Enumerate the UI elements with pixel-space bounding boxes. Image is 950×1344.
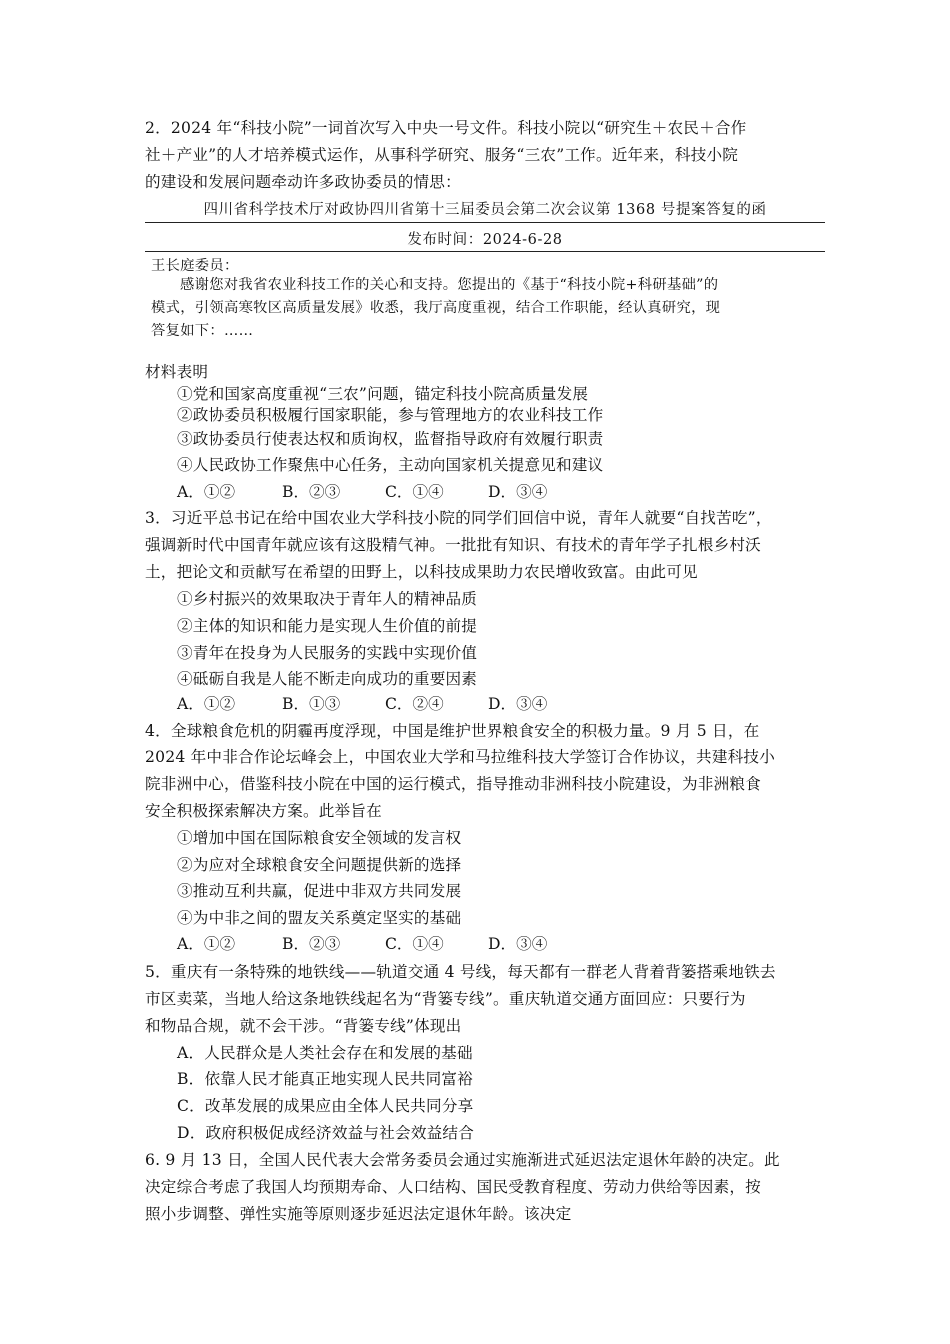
- letter-salutation: 王长庭委员：: [151, 258, 239, 274]
- q5-stem-line-1: 5．重庆有一条特殊的地铁线——轨道交通 4 号线，每天都有一群老人背着背篓搭乘地铁去: [145, 963, 776, 981]
- q5-stem-line-2: 市区卖菜，当地人给这条地铁线起名为“背篓专线”。重庆轨道交通方面回应：只要行为: [145, 990, 746, 1008]
- q5-option-d: D．政府积极促成经济效益与社会效益结合: [177, 1124, 474, 1142]
- divider-bottom: [145, 251, 825, 252]
- q2-item-4: ④人民政协工作聚焦中心任务，主动向国家机关提意见和建议: [177, 456, 604, 474]
- q2-lead: 材料表明: [145, 363, 209, 381]
- q3-item-4: ④砥砺自我是人能不断走向成功的重要因素: [177, 670, 478, 688]
- q3-item-2: ②主体的知识和能力是实现人生价值的前提: [177, 617, 478, 635]
- letter-body-line-2: 模式，引领高寒牧区高质量发展》收悉，我厅高度重视，结合工作职能，经认真研究，现: [151, 300, 721, 316]
- letter-body-line-1: 感谢您对我省农业科技工作的关心和支持。您提出的《基于“科技小院+科研基础”的: [180, 277, 719, 293]
- q5-option-a: A．人民群众是人类社会存在和发展的基础: [177, 1044, 473, 1062]
- q3-stem-line-2: 强调新时代中国青年就应该有这股精气神。一批批有知识、有技术的青年学子扎根乡村沃: [145, 536, 761, 554]
- q4-stem-line-4: 安全积极探索解决方案。此举旨在: [145, 802, 382, 820]
- q2-option-a: A．①②: [177, 483, 236, 501]
- q2-item-2: ②政协委员积极履行国家职能，参与管理地方的农业科技工作: [177, 406, 604, 424]
- reply-letter-title: 四川省科学技术厅对政协四川省第十三届委员会第二次会议第 1368 号提案答复的函: [203, 202, 767, 218]
- q3-stem-line-1: 3．习近平总书记在给中国农业大学科技小院的同学们回信中说，青年人就要“自找苦吃”，: [145, 509, 772, 527]
- q4-item-4: ④为中非之间的盟友关系奠定坚实的基础: [177, 909, 462, 927]
- q6-stem-line-2: 决定综合考虑了我国人均预期寿命、人口结构、国民受教育程度、劳动力供给等因素，按: [145, 1178, 761, 1196]
- q2-stem-line-2: 社＋产业”的人才培养模式运作，从事科学研究、服务“三农”工作。近年来，科技小院: [145, 146, 739, 164]
- q3-option-a: A．①②: [177, 695, 236, 713]
- q4-option-b: B．②③: [282, 935, 341, 953]
- q2-option-d: D．③④: [488, 483, 548, 501]
- q5-option-c: C．改革发展的成果应由全体人民共同分享: [177, 1097, 474, 1115]
- q3-option-d: D．③④: [488, 695, 548, 713]
- q6-stem-line-1: 6. 9 月 13 日，全国人民代表大会常务委员会通过实施渐进式延迟法定退休年龄的决定。此: [145, 1151, 780, 1169]
- q3-item-3: ③青年在投身为人民服务的实践中实现价值: [177, 644, 478, 662]
- q4-option-a: A．①②: [177, 935, 236, 953]
- q3-option-c: C．②④: [385, 695, 444, 713]
- q4-item-1: ①增加中国在国际粮食安全领域的发言权: [177, 829, 462, 847]
- reply-letter-date: 发布时间：2024-6-28: [407, 232, 563, 248]
- q4-stem-line-2: 2024 年中非合作论坛峰会上，中国农业大学和马拉维科技大学签订合作协议，共建科技小: [145, 748, 776, 766]
- q2-item-3: ③政协委员行使表达权和质询权，监督指导政府有效履行职责: [177, 430, 604, 448]
- q4-item-2: ②为应对全球粮食安全问题提供新的选择: [177, 856, 462, 874]
- q4-option-d: D．③④: [488, 935, 548, 953]
- q2-option-c: C．①④: [385, 483, 444, 501]
- q2-item-1: ①党和国家高度重视“三农”问题，锚定科技小院高质量发展: [177, 385, 589, 403]
- q4-option-c: C．①④: [385, 935, 444, 953]
- q2-option-b: B．②③: [282, 483, 341, 501]
- q4-stem-line-1: 4．全球粮食危机的阴霾再度浮现，中国是维护世界粮食安全的积极力量。9 月 5 日，在: [145, 722, 760, 740]
- q3-option-b: B．①③: [282, 695, 341, 713]
- q2-stem-line-3: 的建设和发展问题牵动许多政协委员的情思：: [145, 173, 461, 191]
- q6-stem-line-3: 照小步调整、弹性实施等原则逐步延迟法定退休年龄。该决定: [145, 1205, 572, 1223]
- q2-stem-line-1: 2．2024 年“科技小院”一词首次写入中央一号文件。科技小院以“研究生＋农民＋合作: [145, 119, 747, 137]
- q4-stem-line-3: 院非洲中心，借鉴科技小院在中国的运行模式，指导推动非洲科技小院建设，为非洲粮食: [145, 775, 761, 793]
- letter-body-line-3: 答复如下：……: [151, 323, 254, 339]
- q5-option-b: B．依靠人民才能真正地实现人民共同富裕: [177, 1070, 473, 1088]
- divider-top: [145, 222, 825, 223]
- q4-item-3: ③推动互利共赢，促进中非双方共同发展: [177, 882, 462, 900]
- q3-stem-line-3: 土，把论文和贡献写在希望的田野上，以科技成果助力农民增收致富。由此可见: [145, 563, 698, 581]
- q5-stem-line-3: 和物品合规，就不会干涉。“背篓专线”体现出: [145, 1017, 462, 1035]
- q3-item-1: ①乡村振兴的效果取决于青年人的精神品质: [177, 590, 478, 608]
